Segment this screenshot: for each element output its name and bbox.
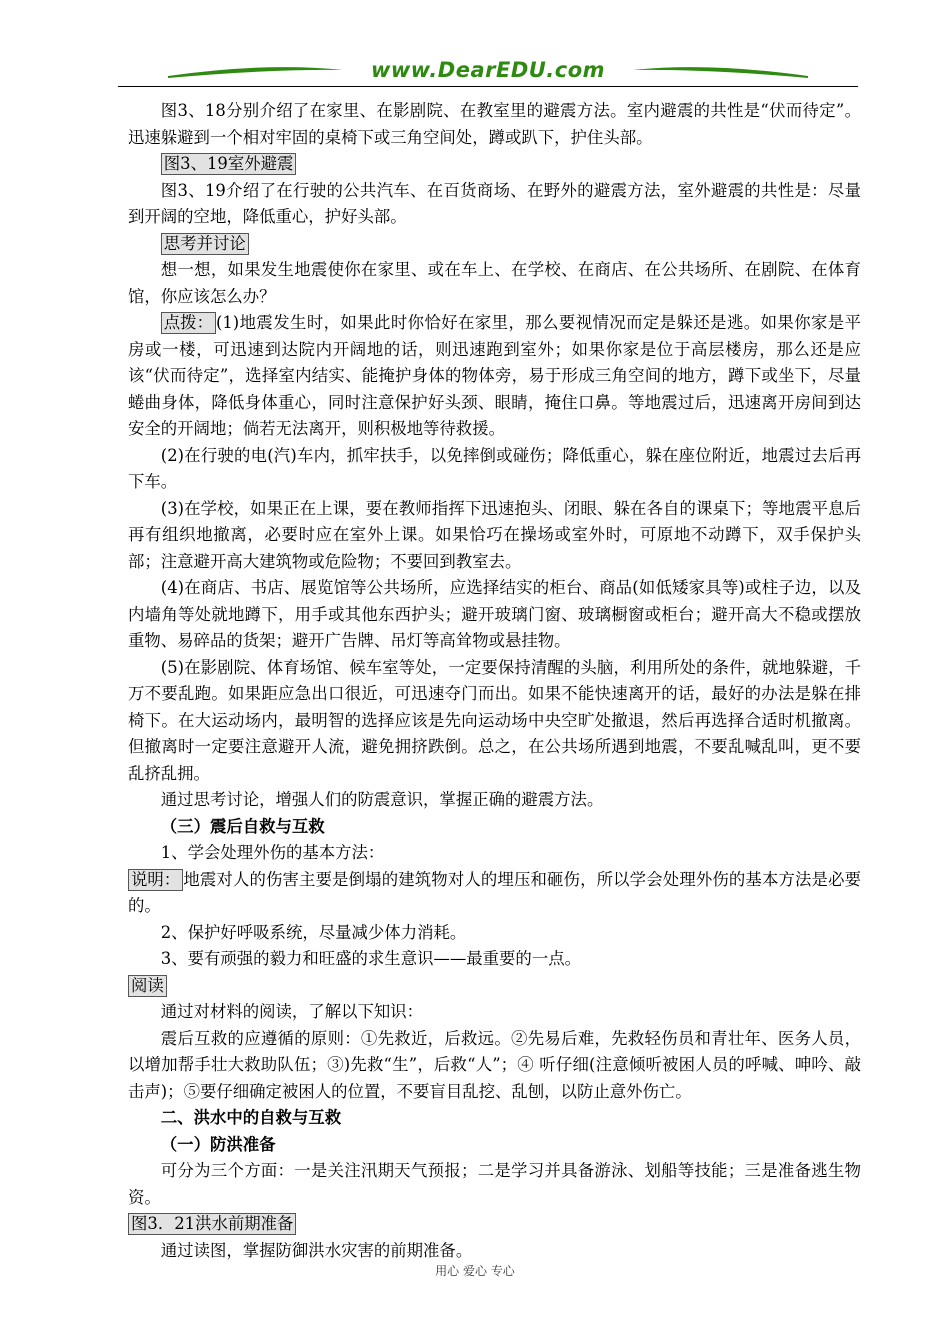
highlighted-label: 阅读	[128, 975, 167, 997]
paragraph-text: 二、洪水中的自救与互救	[160, 1108, 342, 1127]
highlighted-label: 说明：	[128, 869, 183, 891]
paragraph-text: (5)在影剧院、体育场馆、候车室等处，一定要保持清醒的头脑，利用所处的条件，就地躲避，千万不要乱跑。如果距应急出口很近，可迅速夺门而出。如果不能快速离开的话，最好的办法是躲在排椅下。在大运动场内，最明智的选择应该是先向运动场中央空旷处撤退，然后再选择合适时机撤离。但撤离时一定要注意避开人流，避免拥挤跌倒。总之，在公共场所遇到地震，不要乱喊乱叫，更不要乱挤乱拥。	[128, 657, 861, 783]
page-header	[118, 58, 858, 90]
paragraph-text: （三）震后自救与互救	[160, 816, 325, 836]
paragraph-text: 1、学会处理外伤的基本方法：	[160, 843, 385, 862]
paragraph-text: 2、保护好呼吸系统，尽量减少体力消耗。	[160, 922, 467, 942]
paragraph	[128, 178, 861, 231]
paragraph	[128, 787, 861, 814]
highlighted-label: 点拨：	[161, 312, 216, 334]
paragraph	[128, 814, 861, 841]
highlighted-label: 图3．21洪水前期准备	[128, 1213, 296, 1235]
paragraph	[128, 946, 861, 973]
document-body	[128, 98, 861, 1264]
paragraph	[128, 1105, 861, 1132]
paragraph	[128, 867, 861, 920]
highlighted-label: 图3、19室外避震	[161, 153, 297, 175]
paragraph-text: (1)地震发生时，如果此时你恰好在家里，那么要视情况而定是躲还是逃。如果你家是平房或一楼，可迅速到达院内开阔地的话，则迅速跑到室外；如果你家是位于高层楼房，那么还是应该“伏而待定”，选择室内结实、能掩护身体的物体旁，易于形成三角空间的地方，蹲下或坐下，尽量蜷曲身体，降低身体重心，同时注意保护好头颈、眼睛，掩住口鼻。等地震过后，迅速离开房间到达安全的开阔地；倘若无法离开，则积极地等待救援。	[128, 313, 861, 438]
paragraph-text: 通过读图，掌握防御洪水灾害的前期准备。	[160, 1240, 473, 1260]
paragraph	[128, 655, 861, 788]
paragraph-text: （一）防洪准备	[160, 1134, 276, 1154]
paragraph-text: (2)在行驶的电(汽)车内，抓牢扶手，以免摔倒或碰伤；降低重心，躲在座位附近，地震过去后再下车。	[128, 445, 861, 491]
paragraph-text: 图3、18分别介绍了在家里、在影剧院、在教室里的避震方法。室内避震的共性是“伏而待定”。迅速躲避到一个相对牢固的桌椅下或三角空间处，蹲或趴下，护住头部。	[128, 101, 861, 147]
paragraph	[128, 231, 861, 258]
paragraph	[128, 973, 861, 1000]
paragraph-text: (3)在学校，如果正在上课，要在教师指挥下迅速抱头、闭眼、躲在各自的课桌下；等地震平息后再有组织地撤离，必要时应在室外上课。如果恰巧在操场或室外时，可原地不动蹲下，双手保护头部；注意避开高大建筑物或危险物；不要回到教室去。	[128, 498, 861, 571]
paragraph	[128, 1238, 861, 1265]
paragraph	[128, 999, 861, 1026]
page-footer: 用心 爱心 专心	[435, 1264, 515, 1278]
site-logo-text[interactable]: www.DearEDU.com	[370, 58, 606, 82]
paragraph	[128, 920, 861, 947]
paragraph	[128, 496, 861, 576]
paragraph	[128, 1158, 861, 1211]
paragraph-text: (4)在商店、书店、展览馆等公共场所，应选择结实的柜台、商品(如低矮家具等)或柱子边，以及内墙角等处就地蹲下，用手或其他东西护头；避开玻璃门窗、玻璃橱窗或柜台；避开高大不稳或摆放重物、易碎品的货架；避开广告牌、吊灯等高耸物或悬挂物。	[128, 578, 861, 650]
paragraph-text: 地震对人的伤害主要是倒塌的建筑物对人的埋压和砸伤，所以学会处理外伤的基本方法是必要的。	[128, 869, 861, 915]
paragraph	[128, 1132, 861, 1159]
header-rule	[118, 86, 858, 87]
paragraph	[128, 575, 861, 655]
paragraph-text: 震后互救的应遵循的原则：①先救近，后救远。②先易后难，先救轻伤员和青壮年、医务人员，以增加帮手壮大救助队伍；③)先救“生”，后救“人”；④ 听仔细(注意倾听被困人员的呼喊、呻吟、敲击声)；⑤要仔细确定被困人的位置，不要盲目乱挖、乱刨，以防止意外伤亡。	[128, 1028, 861, 1101]
paragraph	[128, 98, 861, 151]
paragraph-text: 3、要有顽强的毅力和旺盛的求生意识——最重要的一点。	[160, 949, 581, 968]
paragraph-text: 通过对材料的阅读，了解以下知识：	[160, 1002, 424, 1021]
paragraph	[128, 1211, 861, 1238]
paragraph	[128, 257, 861, 310]
paragraph	[128, 1026, 861, 1106]
paragraph	[128, 310, 861, 443]
paragraph	[128, 840, 861, 867]
paragraph-text: 可分为三个方面：一是关注汛期天气预报；二是学习并具备游泳、划船等技能；三是准备逃生物资。	[128, 1161, 861, 1207]
paragraph-text: 通过思考讨论，增强人们的防震意识，掌握正确的避震方法。	[160, 790, 604, 809]
highlighted-label: 思考并讨论	[161, 233, 249, 255]
paragraph	[128, 151, 861, 178]
paragraph	[128, 443, 861, 496]
paragraph-text: 图3、19介绍了在行驶的公共汽车、在百货商场、在野外的避震方法，室外避震的共性是：尽量到开阔的空地，降低重心，护好头部。	[128, 180, 861, 226]
paragraph-text: 想一想，如果发生地震使你在家里、或在车上、在学校、在商店、在公共场所、在剧院、在体育馆，你应该怎么办？	[128, 260, 861, 306]
